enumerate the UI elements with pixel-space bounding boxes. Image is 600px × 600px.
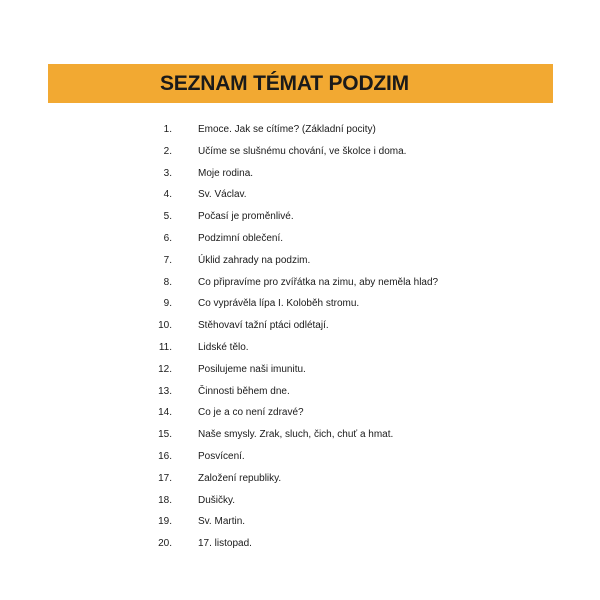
list-item-text: Posvícení. [198, 450, 245, 462]
list-item-number: 3. [163, 167, 172, 179]
list-item [0, 533, 600, 555]
list-item-number: 10. [158, 320, 172, 332]
list-item-number: 17. [158, 472, 172, 484]
list-item-text: Stěhovaví tažní ptáci odlétají. [198, 320, 329, 332]
list-item-number: 18. [158, 494, 172, 506]
list-item-number: 13. [158, 385, 172, 397]
list-item [0, 163, 600, 185]
list-item-text: Posilujeme naši imunitu. [198, 363, 306, 375]
list-item [0, 206, 600, 228]
list-item-text: Co je a co není zdravé? [198, 407, 304, 419]
list-item [0, 511, 600, 533]
list-item [0, 141, 600, 163]
list-item [0, 272, 600, 294]
list-item [0, 490, 600, 512]
list-item [0, 119, 600, 141]
list-item-text: 17. listopad. [198, 538, 252, 550]
list-item [0, 337, 600, 359]
list-item-text: Dušičky. [198, 494, 236, 506]
list-item-number: 15. [158, 429, 172, 441]
list-item-number: 6. [163, 232, 172, 244]
list-item [0, 424, 600, 446]
list-item-text: Počasí je proměnlivé. [198, 211, 294, 223]
list-item-number: 16. [158, 450, 172, 462]
list-item-number: 19. [158, 516, 172, 528]
list-item-text: Co vyprávěla lípa I. Koloběh stromu. [198, 298, 360, 310]
list-item-text: Učíme se slušnému chování, ve školce i doma. [198, 145, 407, 157]
list-item-text: Podzimní oblečení. [198, 232, 284, 244]
list-item-number: 14. [158, 407, 172, 419]
list-item-text: Sv. Václav. [198, 189, 247, 201]
list-item-text: Sv. Martin. [198, 516, 246, 528]
title-banner [48, 64, 553, 103]
list-item [0, 468, 600, 490]
list-item [0, 293, 600, 315]
list-item [0, 228, 600, 250]
list-item [0, 184, 600, 206]
list-item-text: Lidské tělo. [198, 341, 249, 353]
list-item-text: Moje rodina. [198, 167, 254, 179]
list-item-number: 11. [158, 341, 172, 353]
list-item [0, 381, 600, 403]
list-item-number: 1. [163, 124, 172, 135]
topic-list [0, 119, 600, 555]
list-item-text: Co připravíme pro zvířátka na zimu, aby neměla hlad? [198, 276, 439, 288]
list-item-text: Úklid zahrady na podzim. [198, 254, 311, 266]
list-item-number: 9. [163, 298, 172, 310]
list-item [0, 315, 600, 337]
list-item [0, 359, 600, 381]
list-item-number: 8. [163, 276, 172, 288]
list-item [0, 250, 600, 272]
list-item-text: Naše smysly. Zrak, sluch, čich, chuť a hmat. [198, 429, 394, 441]
list-item [0, 446, 600, 468]
list-item-number: 20. [158, 538, 172, 550]
list-item-text: Činnosti během dne. [198, 385, 290, 397]
list-item-number: 2. [163, 145, 172, 157]
list-item-number: 5. [163, 211, 172, 223]
list-item-number: 7. [163, 254, 172, 266]
list-item-number: 4. [163, 189, 172, 201]
list-item-text: Emoce. Jak se cítíme? (Základní pocity) [198, 124, 376, 135]
list-item-text: Založení republiky. [198, 472, 282, 484]
list-item [0, 402, 600, 424]
list-item-number: 12. [158, 363, 172, 375]
page-title: SEZNAM TÉMAT PODZIM [160, 72, 409, 95]
